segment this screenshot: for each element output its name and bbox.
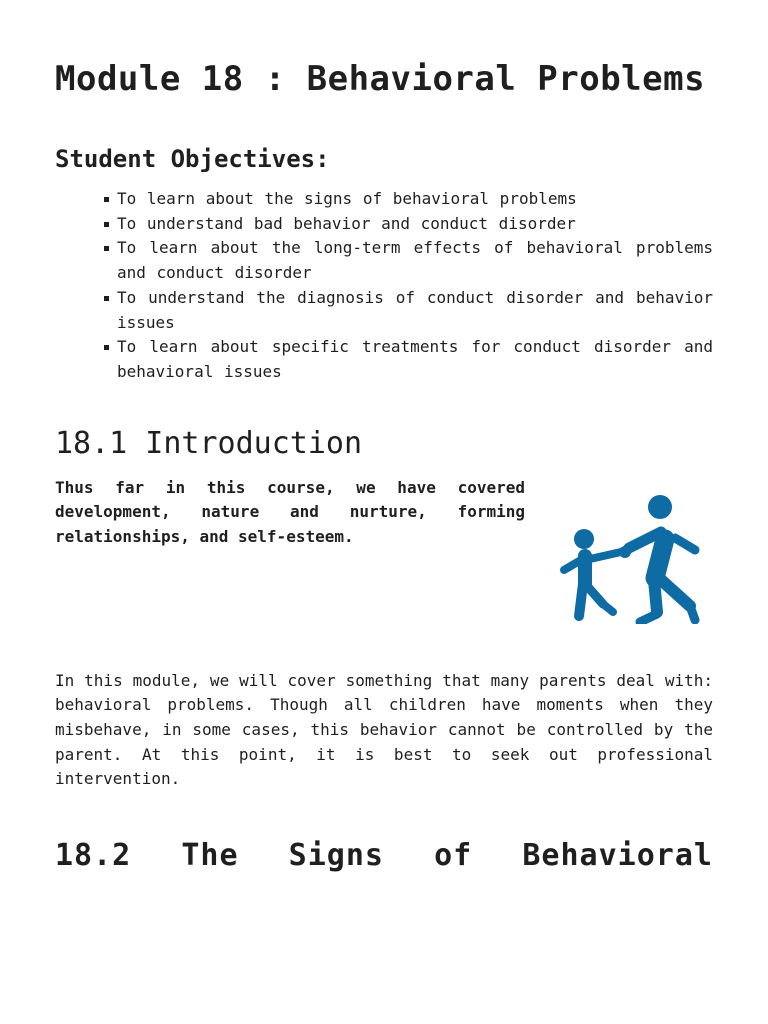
introduction-heading: 18.1 Introduction [55, 425, 363, 461]
introduction-row [55, 476, 713, 636]
adult-leading-child-icon [555, 494, 709, 624]
introduction-bold-text: Thus far in this course, we have covered development, nature and nurture, forming relationships, and self-esteem. [55, 477, 525, 547]
list-item: To learn about specific treatments for conduct disorder and behavioral issues [117, 335, 713, 384]
signs-section-heading: 18.2 The Signs of Behavioral [55, 838, 713, 874]
objectives-list [55, 187, 713, 385]
objectives-heading: Student Objectives: [55, 145, 330, 173]
list-item: To understand the diagnosis of conduct disorder and behavior issues [117, 286, 713, 335]
introduction-paragraph: In this module, we will cover something that many parents deal with: behavioral problems. Though all children have moments when they misbehave, in some cases, this behavior cannot be controlled by the parent. At this point, it is best to seek out professional intervention. [55, 670, 713, 789]
module-title: Module 18 : Behavioral Problems [55, 59, 706, 99]
list-item: To learn about the signs of behavioral problems [117, 187, 713, 212]
document-page [55, 56, 713, 876]
list-item: To learn about the long-term effects of behavioral problems and conduct disorder [117, 236, 713, 285]
list-item: To understand bad behavior and conduct disorder [117, 212, 713, 237]
